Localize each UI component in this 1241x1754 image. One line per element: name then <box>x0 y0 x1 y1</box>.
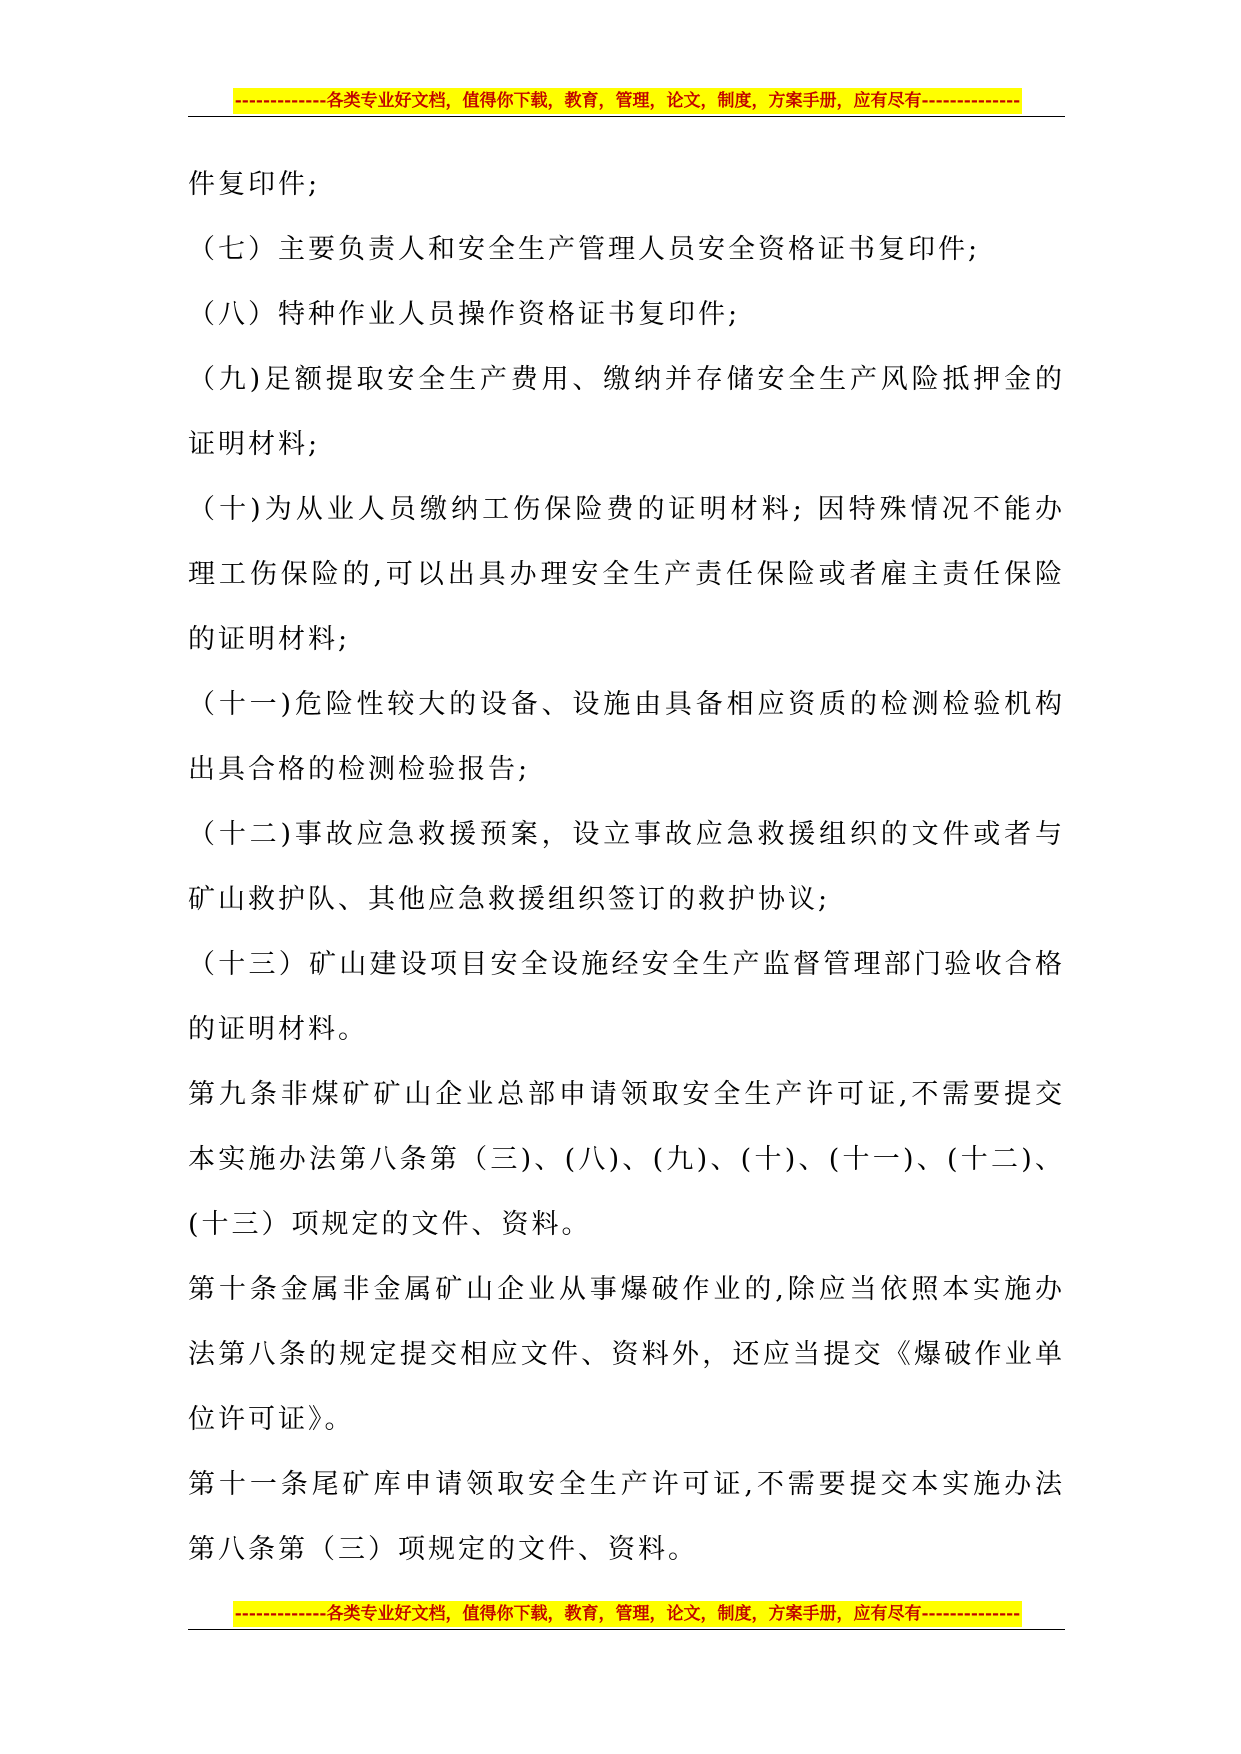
header-rule <box>188 116 1065 117</box>
footer-banner-text: -------------各类专业好文档，值得你下载，教育，管理，论文，制度，方案手册，应有尽有-------------- <box>233 1601 1023 1627</box>
paragraph-item-9: （九)足额提取安全生产费用、缴纳并存储安全生产风险抵押金的证明材料; <box>188 364 1065 460</box>
article-11: 第十一条尾矿库申请领取安全生产许可证,不需要提交本实施办法第八条第（三）项规定的文件、资料。 <box>188 1469 1065 1565</box>
article-9: 第九条非煤矿矿山企业总部申请领取安全生产许可证,不需要提交本实施办法第八条第（三)、(八)、(九)、(十)、(十一)、(十二)、(十三）项规定的文件、资料。 <box>188 1079 1065 1240</box>
paragraph-continuation: 件复印件; <box>188 169 321 200</box>
article-10: 第十条金属非金属矿山企业从事爆破作业的,除应当依照本实施办法第八条的规定提交相应文件、资料外，还应当提交《爆破作业单位许可证》。 <box>188 1274 1065 1435</box>
footer-banner <box>210 1601 1045 1627</box>
footer-rule <box>188 1629 1065 1630</box>
header-banner <box>210 88 1045 114</box>
paragraph-item-7: （七）主要负责人和安全生产管理人员安全资格证书复印件; <box>188 234 981 265</box>
paragraph-item-8: （八）特种作业人员操作资格证书复印件; <box>188 299 741 330</box>
document-body <box>188 152 1065 1582</box>
paragraph-item-13: （十三）矿山建设项目安全设施经安全生产监督管理部门验收合格的证明材料。 <box>188 949 1065 1045</box>
paragraph-item-12: （十二)事故应急救援预案，设立事故应急救援组织的文件或者与矿山救护队、其他应急救援组织签订的救护协议; <box>188 819 1065 915</box>
header-banner-text: -------------各类专业好文档，值得你下载，教育，管理，论文，制度，方案手册，应有尽有-------------- <box>233 88 1023 114</box>
paragraph-item-11: （十一)危险性较大的设备、设施由具备相应资质的检测检验机构出具合格的检测检验报告; <box>188 689 1065 785</box>
paragraph-item-10: （十)为从业人员缴纳工伤保险费的证明材料; 因特殊情况不能办理工伤保险的,可以出具办理安全生产责任保险或者雇主责任保险的证明材料; <box>188 494 1065 655</box>
